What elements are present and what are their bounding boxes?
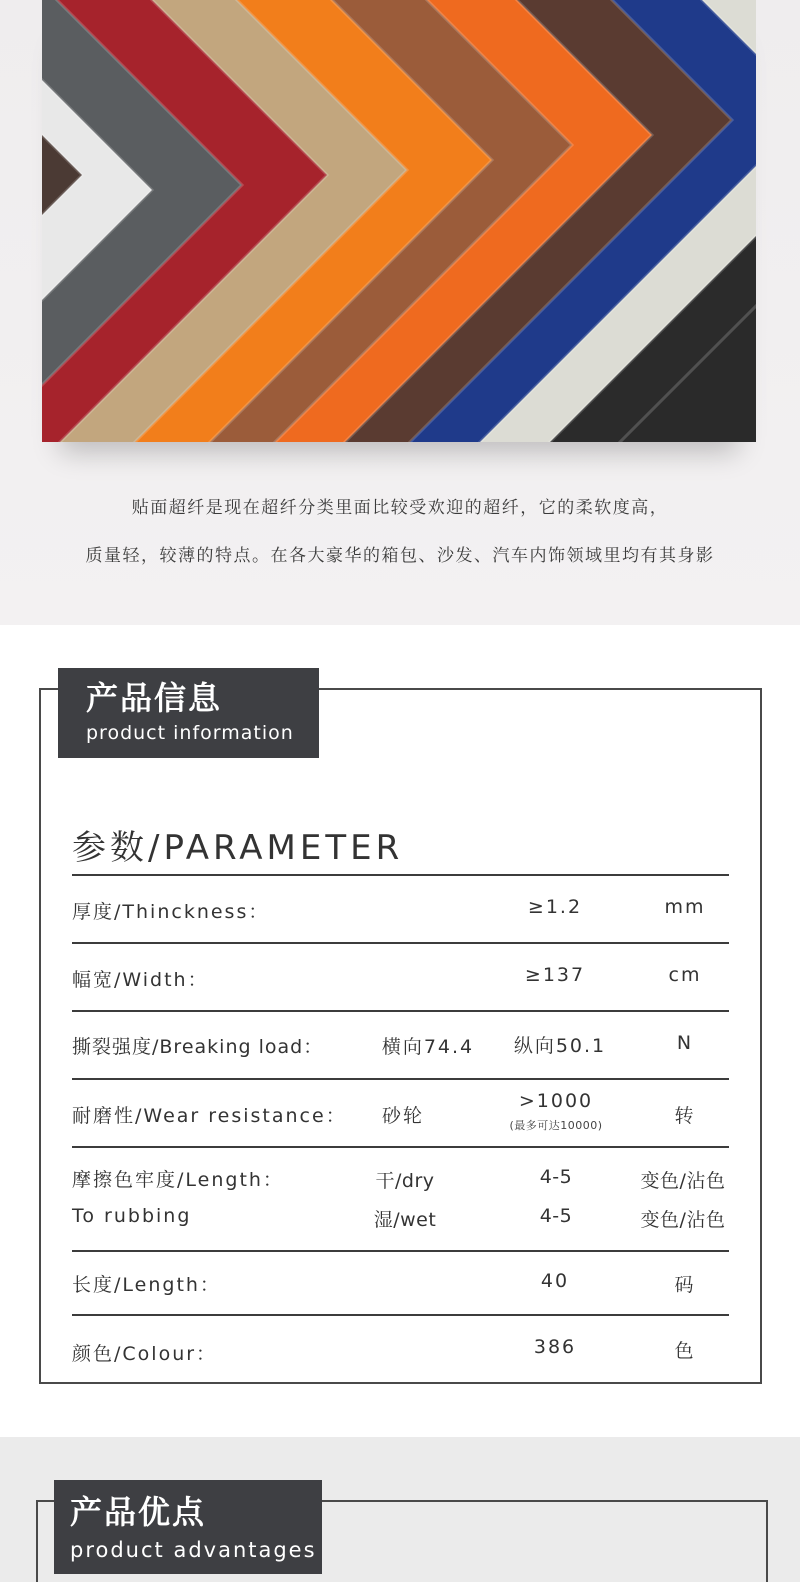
param-condition-dry: 干/dry xyxy=(375,1170,435,1192)
param-unit: N xyxy=(676,1032,694,1054)
param-label: 长度/Length： xyxy=(72,1274,221,1296)
divider xyxy=(72,1250,729,1252)
param-label: 撕裂强度/Breaking load： xyxy=(72,1036,324,1058)
param-label: 颜色/Colour： xyxy=(72,1343,218,1365)
param-unit: cm xyxy=(668,964,702,986)
param-note: (最多可达10000) xyxy=(509,1119,603,1132)
param-label: 耐磨性/Wear resistance： xyxy=(72,1105,347,1127)
param-value: ≥137 xyxy=(524,964,586,986)
param-unit: mm xyxy=(664,896,706,918)
param-label-continued: To rubbing xyxy=(72,1205,192,1227)
divider xyxy=(72,1010,729,1012)
param-value: ≥1.2 xyxy=(527,896,583,918)
hero-section xyxy=(0,0,800,625)
param-label: 厚度/Thinckness： xyxy=(72,901,270,923)
param-unit: 色 xyxy=(674,1340,696,1362)
intro-text xyxy=(0,494,800,590)
divider xyxy=(72,874,729,876)
leather-swatch-fan xyxy=(42,0,756,442)
param-value: >1000 xyxy=(518,1090,594,1112)
param-value-transverse: 横向74.4 xyxy=(381,1036,475,1058)
param-value-dry: 4-5 xyxy=(539,1166,573,1188)
product-info-header xyxy=(58,668,319,758)
param-method: 砂轮 xyxy=(382,1105,425,1127)
divider xyxy=(72,1314,729,1316)
divider xyxy=(72,942,729,944)
param-value: 386 xyxy=(533,1336,577,1358)
param-label: 幅宽/Width： xyxy=(72,969,209,991)
advantages-title-cn: 产品优点 xyxy=(70,1493,207,1531)
product-info-title-en: product information xyxy=(86,722,294,744)
advantages-title-en: product advantages xyxy=(70,1538,317,1562)
advantages-header xyxy=(54,1480,322,1574)
param-value: 40 xyxy=(540,1270,570,1292)
param-value-longitudinal: 纵向50.1 xyxy=(513,1035,607,1057)
divider xyxy=(72,1078,729,1080)
param-value-wet: 4-5 xyxy=(539,1205,573,1227)
intro-line-2: 质量轻，较薄的特点。在各大豪华的箱包、沙发、汽车内饰领域里均有其身影 xyxy=(85,546,715,566)
parameter-title: 参数/PARAMETER xyxy=(72,828,404,868)
intro-line-1: 贴面超纤是现在超纤分类里面比较受欢迎的超纤，它的柔软度高， xyxy=(131,498,669,518)
param-condition-wet: 湿/wet xyxy=(373,1209,437,1231)
leather-swatch-image xyxy=(42,0,756,442)
param-unit: 码 xyxy=(674,1274,696,1296)
param-unit: 转 xyxy=(674,1105,696,1127)
param-label: 摩擦色牢度/Length： xyxy=(72,1169,284,1191)
divider xyxy=(72,1146,729,1148)
param-unit-dry: 变色/沾色 xyxy=(640,1170,726,1192)
param-unit-wet: 变色/沾色 xyxy=(640,1209,726,1231)
product-info-title-cn: 产品信息 xyxy=(86,679,223,717)
